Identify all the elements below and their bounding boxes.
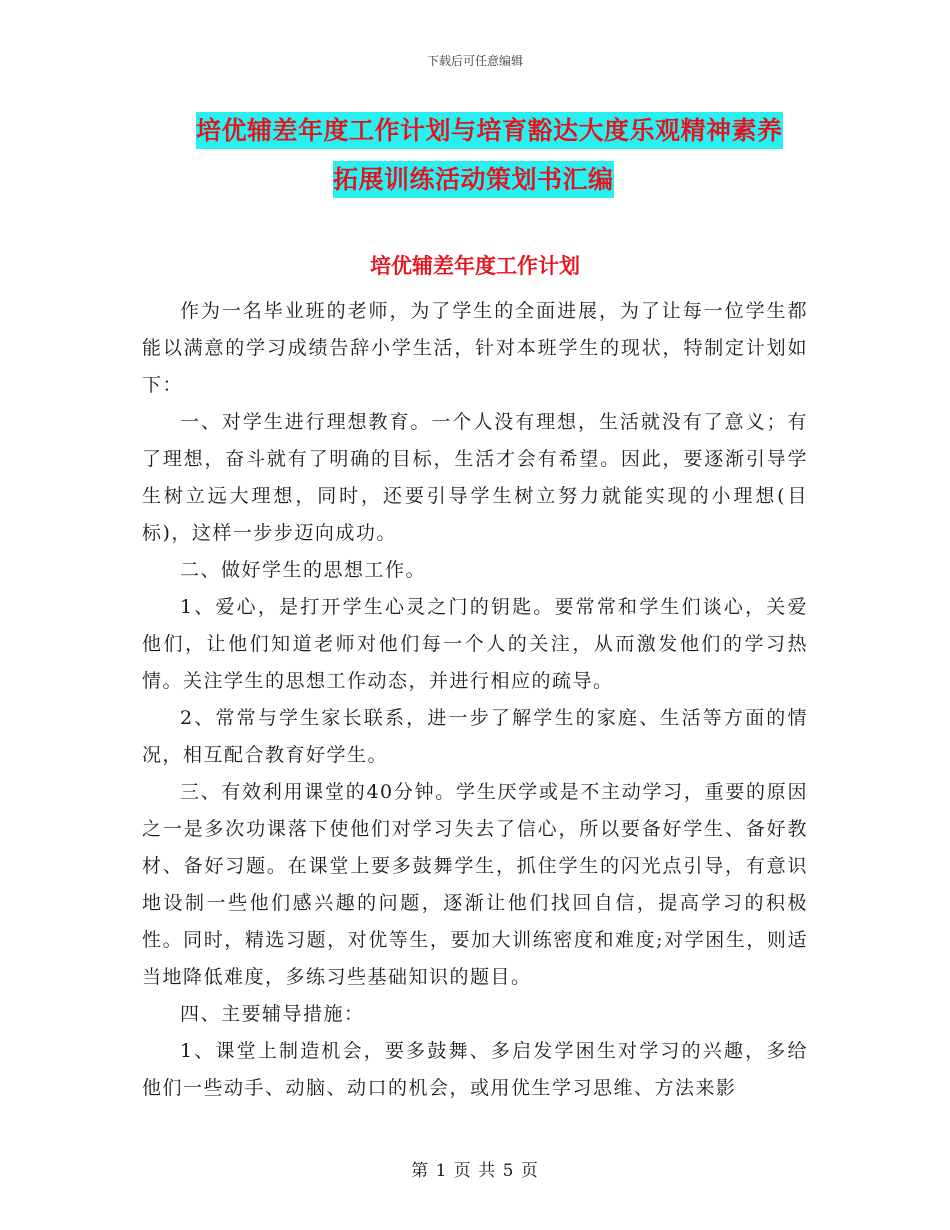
paragraph-classroom: 三、有效利用课堂的40分钟。学生厌学或是不主动学习，重要的原因之一是多次功课落下使他们对学习失去了信心，所以要备好学生、备好教材、备好习题。在课堂上要多鼓舞学生，抓住学生的闪光点引导，有意识地设制一些他们感兴趣的问题，逐渐让他们找回自信，提高学习的积极性。同时，精选习题，对优等生，要加大训练密度和难度;对学困生，则适当地降低难度，多练习些基础知识的题目。 <box>142 781 808 988</box>
section-title: 培优辅差年度工作计划 <box>370 254 580 278</box>
paragraph-love: 1、爱心，是打开学生心灵之门的钥匙。要常常和学生们谈心，关爱他们，让他们知道老师对他们每一个人的关注，从而激发他们的学习热情。关注学生的思想工作动态，并进行相应的疏导。 <box>142 596 808 692</box>
paragraph-ideal-education: 一、对学生进行理想教育。一个人没有理想，生活就没有了意义；有了理想，奋斗就有了明确的目标，生活才会有希望。因此，要逐渐引导学生树立远大理想，同时，还要引导学生树立努力就能实现的小理想(目标)，这样一步步迈向成功。 <box>142 411 808 544</box>
paragraph-heading-4: 四、主要辅导措施： <box>180 1003 365 1025</box>
paragraph-heading-2: 二、做好学生的思想工作。 <box>180 559 427 581</box>
paragraph-intro: 作为一名毕业班的老师，为了学生的全面进展，为了让每一位学生都能以满意的学习成绩告辞小学生活，针对本班学生的现状，特制定计划如下： <box>142 300 808 396</box>
document-title <box>196 112 816 198</box>
document-body <box>142 293 808 1107</box>
page-number-footer: 第 1 页 共 5 页 <box>411 1161 539 1181</box>
title-line-2: 拓展训练活动策划书汇编 <box>333 161 614 198</box>
header-note: 下载后可任意编辑 <box>426 54 523 68</box>
paragraph-parents: 2、常常与学生家长联系，进一步了解学生的家庭、生活等方面的情况，相互配合教育好学生。 <box>142 707 808 766</box>
paragraph-measures: 1、课堂上制造机会，要多鼓舞、多启发学困生对学习的兴趣，多给他们一些动手、动脑、动口的机会，或用优生学习思维、方法来影 <box>142 1040 808 1099</box>
title-line-1: 培优辅差年度工作计划与培育豁达大度乐观精神素养 <box>196 112 783 149</box>
